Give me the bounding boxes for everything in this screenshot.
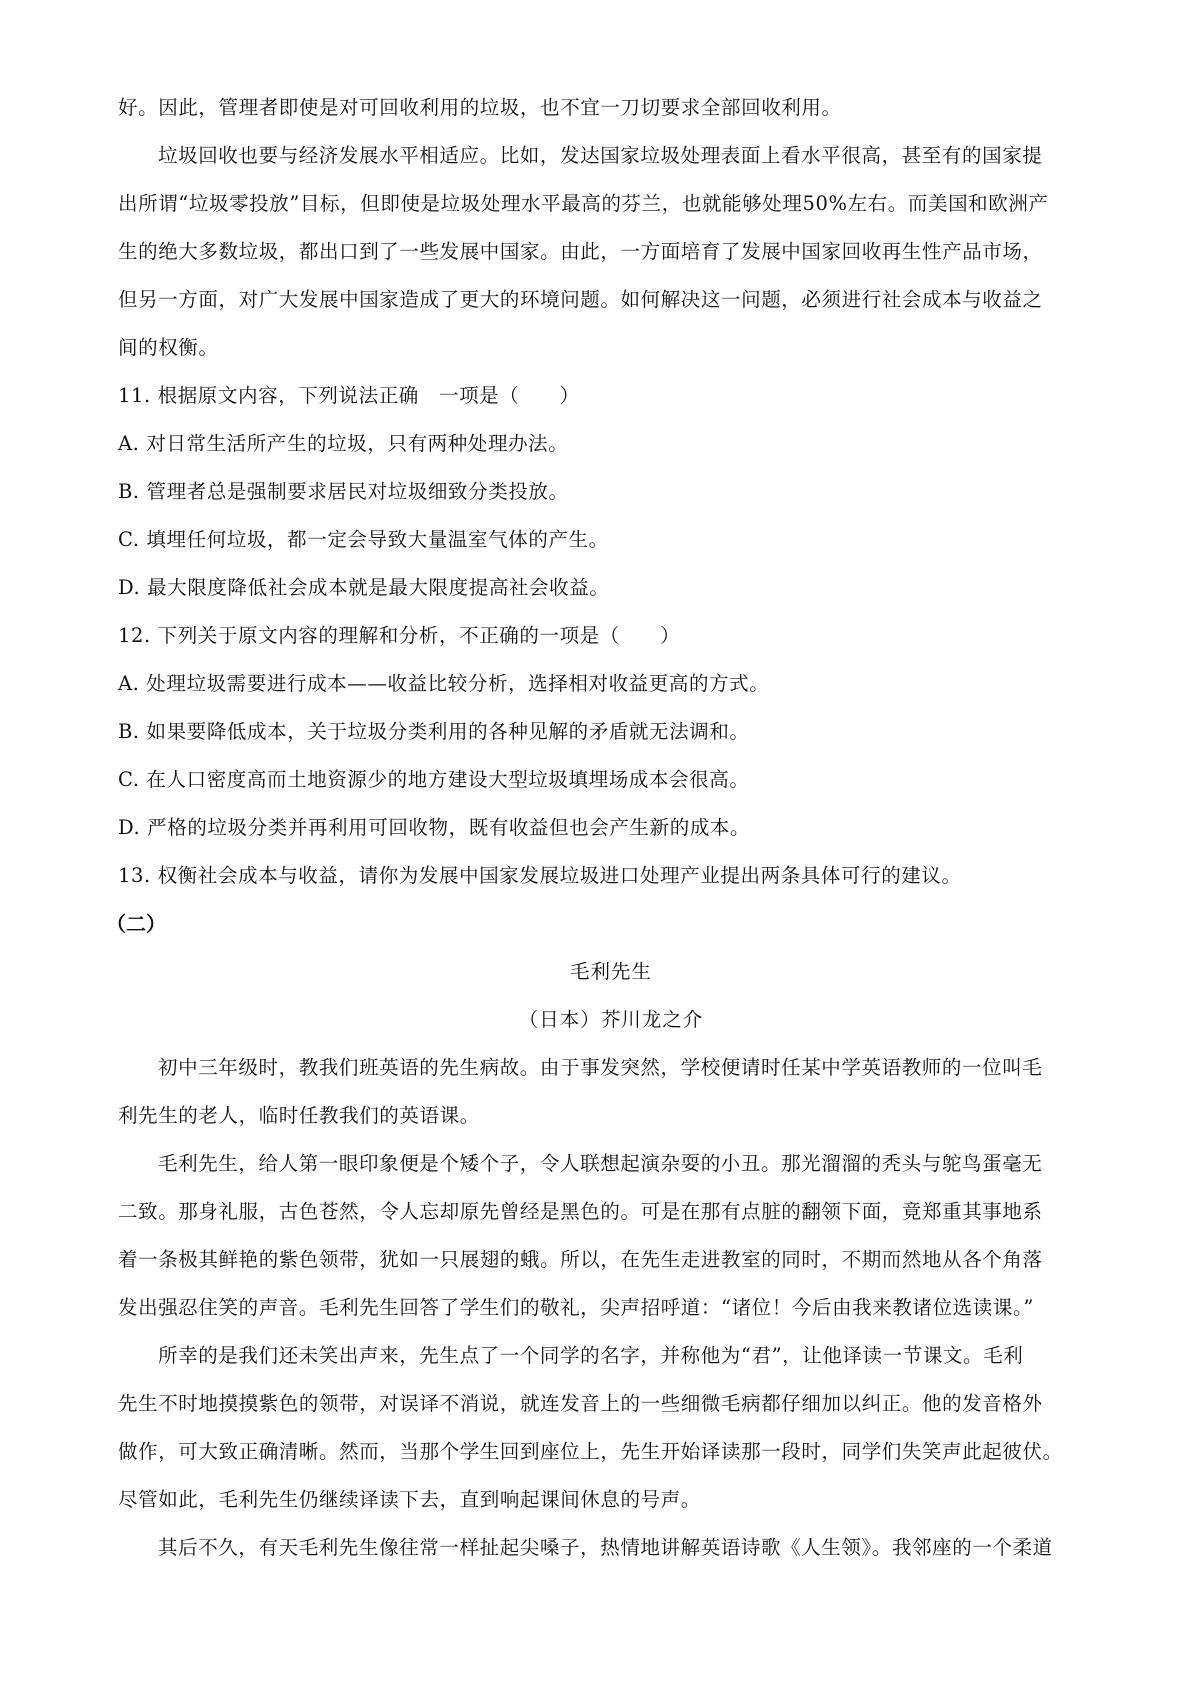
text-line: 其后不久，有天毛利先生像往常一样扯起尖嗓子，热情地讲解英语诗歌《人生领》。我邻座的一个柔道: [158, 1536, 1053, 1559]
question-stem: 12. 下列关于原文内容的理解和分析，不正确的一项是（ ）: [118, 624, 681, 647]
paragraph: [118, 1332, 1104, 1524]
text-line: 好。因此，管理者即使是对可回收利用的垃圾，也不宜一刀切要求全部回收利用。: [118, 96, 842, 119]
paragraph: [118, 1140, 1104, 1332]
question-stem: 11. 根据原文内容，下列说法正确 一项是（ ）: [118, 384, 580, 407]
option-d: D. 严格的垃圾分类并再利用可回收物，既有收益但也会产生新的成本。: [118, 816, 751, 839]
question-13: [118, 852, 1104, 900]
option-b: B. 如果要降低成本，关于垃圾分类利用的各种见解的矛盾就无法调和。: [118, 720, 750, 743]
option-a: A. 对日常生活所产生的垃圾，只有两种处理办法。: [118, 432, 569, 455]
text-line: 初中三年级时，教我们班英语的先生病故。由于事发突然，学校便请时任某中学英语教师的一位叫毛: [158, 1056, 1043, 1079]
article-author: （日本）芥川龙之介: [518, 1008, 704, 1031]
paragraph: [118, 1524, 1104, 1572]
text-line: 利先生的老人，临时任教我们的英语课。: [118, 1104, 480, 1127]
question-12: [118, 612, 1104, 852]
paragraph: [118, 132, 1104, 372]
question-11: [118, 372, 1104, 612]
paragraph: [118, 1044, 1104, 1140]
text-line: 垃圾回收也要与经济发展水平相适应。比如，发达国家垃圾处理表面上看水平很高，甚至有的国家提: [158, 144, 1043, 167]
article-title: 毛利先生: [569, 960, 652, 983]
text-line: 间的权衡。: [118, 336, 219, 359]
question-stem: 13. 权衡社会成本与收益，请你为发展中国家发展垃圾进口处理产业提出两条具体可行的建议。: [118, 864, 962, 887]
text-line: 先生不时地摸摸紫色的领带，对误译不消说，就连发音上的一些细微毛病都仔细加以纠正。他的发音格外: [118, 1392, 1043, 1415]
text-line: 毛利先生，给人第一眼印象便是个矮个子，令人联想起演杂耍的小丑。那光溜溜的秃头与鸵鸟蛋毫无: [158, 1152, 1043, 1175]
text-line: 做作，可大致正确清晰。然而，当那个学生回到座位上，先生开始译读那一段时，同学们失笑声此起彼伏。: [118, 1440, 1063, 1463]
text-line: 出所谓“垃圾零投放”目标，但即使是垃圾处理水平最高的芬兰，也就能够处理50%左右。而美国和欧洲产: [118, 192, 1049, 215]
text-line: 着一条极其鲜艳的紫色领带，犹如一只展翅的蛾。所以，在先生走进教室的同时，不期而然地从各个角落: [118, 1248, 1043, 1271]
option-b: B. 管理者总是强制要求居民对垃圾细致分类投放。: [118, 480, 569, 503]
text-line: 尽管如此，毛利先生仍继续译读下去，直到响起课间休息的号声。: [118, 1488, 701, 1511]
option-c: C. 在人口密度高而土地资源少的地方建设大型垃圾填埋场成本会很高。: [118, 768, 750, 791]
option-c: C. 填埋任何垃圾，都一定会导致大量温室气体的产生。: [118, 528, 609, 551]
option-a: A. 处理垃圾需要进行成本——收益比较分析，选择相对收益更高的方式。: [118, 672, 770, 695]
section-heading: （二）: [106, 912, 166, 936]
text-line: 所幸的是我们还未笑出声来，先生点了一个同学的名字，并称他为“君”，让他译读一节课文。毛利: [158, 1344, 1024, 1367]
passage-continuation: [118, 84, 1104, 132]
text-line: 但另一方面，对广大发展中国家造成了更大的环境问题。如何解决这一问题，必须进行社会成本与收益之: [118, 288, 1043, 311]
text-line: 生的绝大多数垃圾，都出口到了一些发展中国家。由此，一方面培育了发展中国家回收再生性产品市场，: [118, 240, 1043, 263]
option-d: D. 最大限度降低社会成本就是最大限度提高社会收益。: [118, 576, 610, 599]
text-line: 二致。那身礼服，古色苍然，令人忘却原先曾经是黑色的。可是在那有点脏的翻领下面，竟郑重其事地系: [118, 1200, 1043, 1223]
text-line: 发出强忍住笑的声音。毛利先生回答了学生们的敬礼，尖声招呼道：“诸位！今后由我来教诸位选读课。”: [118, 1296, 1034, 1319]
